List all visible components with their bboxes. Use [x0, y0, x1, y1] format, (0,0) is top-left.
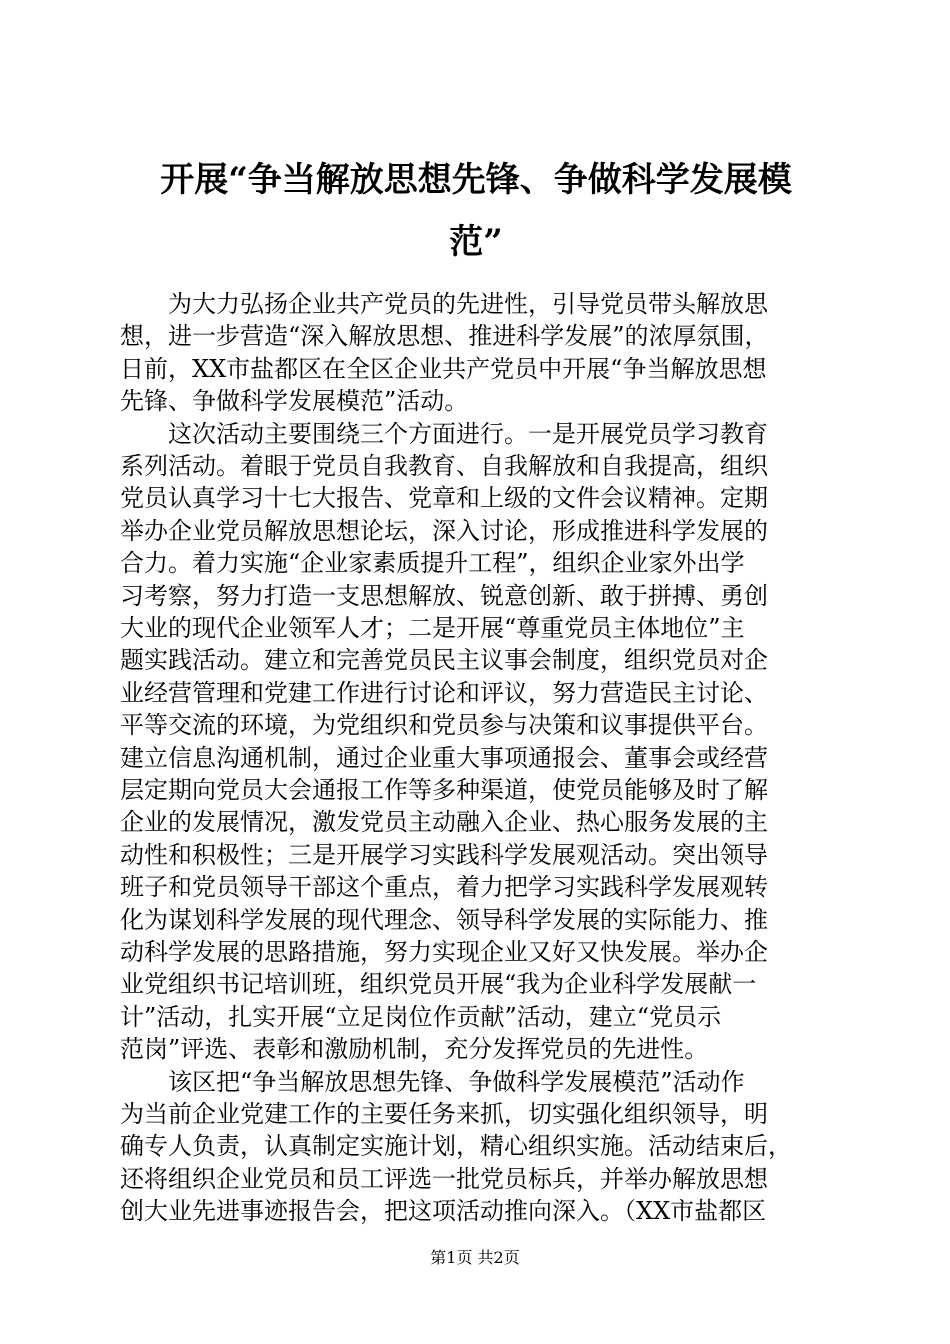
body-line: 创大业先进事迹报告会，把这项活动推向深入。（XX市盐都区: [120, 1197, 767, 1226]
body-line: 题实践活动。建立和完善党员民主议事会制度，组织党员对企: [120, 646, 768, 675]
body-line: 习考察，努力打造一支思想解放、锐意创新、敢于拼搏、勇创: [120, 581, 768, 610]
body-line: 业党组织书记培训班，组织党员开展“我为企业科学发展献一: [120, 970, 757, 999]
body-line: 平等交流的环境，为党组织和党员参与决策和议事提供平台。: [120, 711, 768, 740]
body-line: 合力。着力实施“企业家素质提升工程”，组织企业家外出学: [120, 549, 745, 578]
body-line: 大业的现代企业领军人才；二是开展“尊重党员主体地位”主: [120, 614, 745, 642]
body-line: 日前，XX市盐都区在全区企业共产党员中开展“争当解放思想: [120, 354, 767, 383]
body-line: 建立信息沟通机制，通过企业重大事项通报会、董事会或经营: [120, 743, 768, 772]
body-line: 计”活动，扎实开展“立足岗位作贡献”活动，建立“党员示: [120, 1002, 722, 1031]
body-line: 先锋、争做科学发展模范”活动。: [120, 387, 469, 416]
body-line: 企业的发展情况，激发党员主动融入企业、热心服务发展的主: [120, 808, 768, 837]
body-line: 系列活动。着眼于党员自我教育、自我解放和自我提高，组织: [120, 452, 768, 480]
body-line: 层定期向党员大会通报工作等多种渠道，使党员能够及时了解: [120, 776, 768, 804]
body-line: 想，进一步营造“深入解放思想、推进科学发展”的浓厚氛围，: [120, 322, 769, 351]
body-line: 还将组织企业党员和员工评选一批党员标兵，并举办解放思想: [120, 1164, 768, 1193]
page-footer: 第1页 共2页: [430, 1248, 520, 1267]
body-line: 为当前企业党建工作的主要任务来抓，切实强化组织领导，明: [120, 1100, 768, 1128]
body-line: 范岗”评选、表彰和激励机制，充分发挥党员的先进性。: [120, 1035, 709, 1064]
body-line: 确专人负责，认真制定实施计划，精心组织实施。活动结束后，: [120, 1132, 792, 1161]
document-title-line-1: 开展“争当解放思想先锋、争做科学发展模: [160, 160, 792, 200]
body-line: 化为谋划科学发展的现代理念、领导科学发展的实际能力、推: [120, 905, 768, 934]
body-line: 班子和党员领导干部这个重点，着力把学习实践科学发展观转: [120, 873, 768, 902]
body-line: 业经营管理和党建工作进行讨论和评议，努力营造民主讨论、: [120, 678, 768, 707]
body-line: 动科学发展的思路措施，努力实现企业又好又快发展。举办企: [120, 938, 768, 966]
body-line: 举办企业党员解放思想论坛，深入讨论，形成推进科学发展的: [120, 516, 768, 545]
body-line: 该区把“争当解放思想先锋、争做科学发展模范”活动作: [120, 1067, 745, 1096]
body-line: 党员认真学习十七大报告、党章和上级的文件会议精神。定期: [120, 484, 768, 513]
document-title-line-2: 范”: [449, 222, 503, 262]
body-line: 为大力弘扬企业共产党员的先进性，引导党员带头解放思: [120, 290, 768, 318]
body-line: 这次活动主要围绕三个方面进行。一是开展党员学习教育: [120, 419, 768, 448]
body-line: 动性和积极性；三是开展学习实践科学发展观活动。突出领导: [120, 840, 768, 869]
